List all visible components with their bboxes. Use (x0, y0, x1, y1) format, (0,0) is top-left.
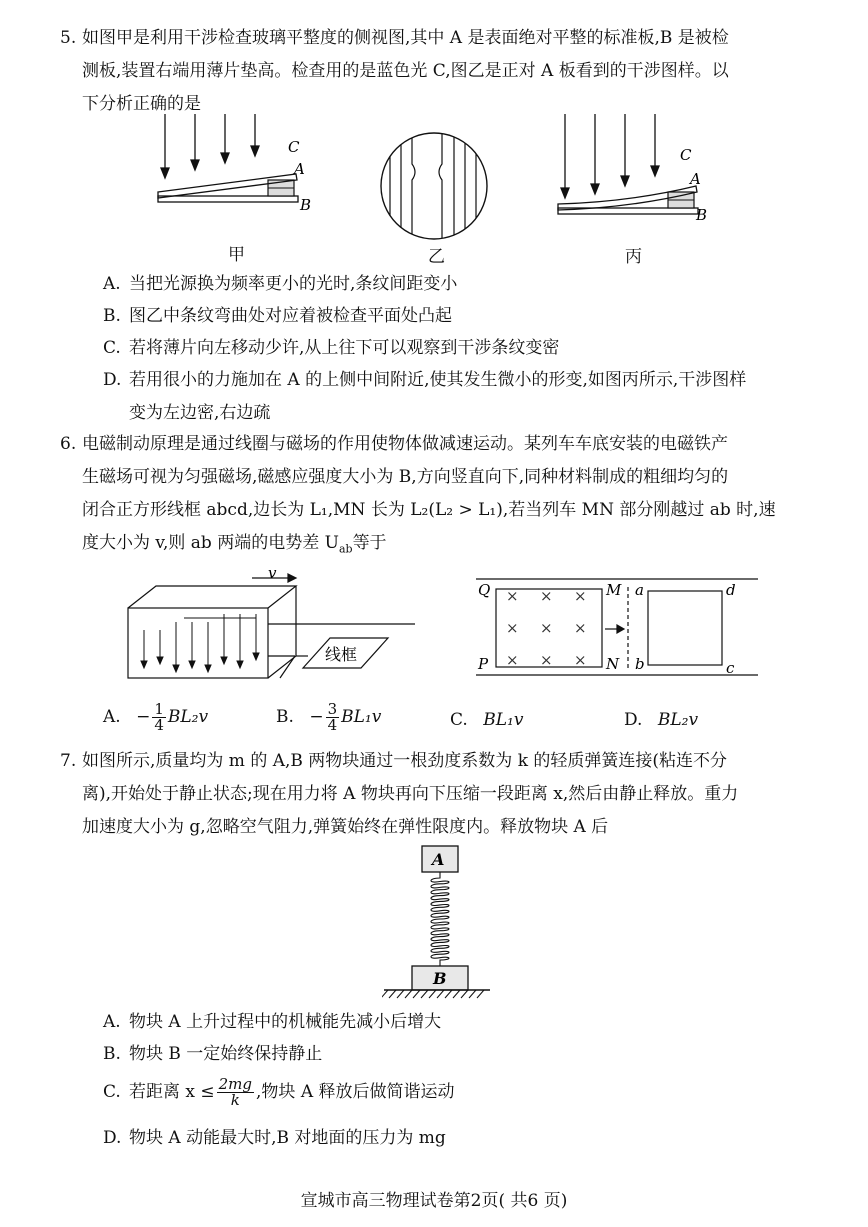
label-c: C (680, 146, 692, 164)
label-a: a (635, 581, 644, 599)
question-number: 7. (60, 751, 77, 771)
q7-option-b: B. 物块 B 一定始终保持静止 (103, 1044, 323, 1064)
label-n: N (606, 655, 620, 673)
figure-yi (376, 132, 492, 242)
question-7 (60, 745, 850, 844)
svg-text:×: × (506, 651, 519, 669)
label-d: d (726, 581, 736, 599)
q6-option-c: C. BL₁v (450, 710, 524, 730)
q7-option-d: D. 物块 A 动能最大时,B 对地面的压力为 mg (103, 1128, 446, 1148)
question-number: 5. (60, 28, 77, 48)
label-m: M (606, 581, 622, 599)
label-p: P (478, 655, 489, 673)
label-coil: 线框 (325, 645, 358, 664)
q6-option-b: B. − $\frac{3}{4}$ BL₁v (276, 700, 382, 734)
figure-train (120, 568, 420, 680)
figure-jia (150, 112, 320, 217)
label-c: c (726, 659, 735, 677)
figure-spring (382, 842, 492, 1002)
svg-text:×: × (574, 587, 587, 605)
figure-top-view (472, 575, 762, 679)
label-v: v (268, 568, 277, 582)
svg-text:×: × (574, 619, 587, 637)
q5-option-d: D. 若用很小的力施加在 A 的上侧中间附近,使其发生微小的形变,如图丙所示,干涉图样 变为左边密,右边疏 (103, 370, 747, 423)
svg-text:×: × (574, 651, 587, 669)
q7-option-c: C. 若距离 x ≤ $\frac{2mg}{k}$ ,物块 A 释放后做简谐运动 (103, 1075, 455, 1109)
label-q: Q (478, 581, 491, 599)
q5-option-a: A. 当把光源换为频率更小的光时,条纹间距变小 (103, 274, 458, 294)
svg-text:×: × (506, 587, 519, 605)
question-stem: 如图所示,质量均为 m 的 A,B 两物块通过一根劲度系数为 k 的轻质弹簧连接(粘连不分 离),开始处于静止状态;现在用力将 A 物块再向下压缩一段距离 x,然后由静止释放。重力 加速度大小为 g,忽略空气阻力,弹簧始终在弹性限度内。释放物块 A 后 (82, 751, 739, 837)
label-b: B (433, 969, 447, 988)
caption-jia: 甲 (228, 245, 245, 265)
label-b: B (696, 206, 708, 222)
label-b: B (300, 196, 312, 214)
svg-text:×: × (506, 619, 519, 637)
q6-option-a: A. − $\frac{1}{4}$ BL₂v (103, 700, 209, 734)
page-footer: 宣城市高三物理试卷第2页( 共6 页) (300, 1191, 568, 1211)
q5-option-b: B. 图乙中条纹弯曲处对应着被检查平面处凸起 (103, 306, 452, 326)
svg-text:×: × (540, 587, 553, 605)
label-a: A (294, 160, 305, 178)
question-stem: 电磁制动原理是通过线圈与磁场的作用使物体做减速运动。某列车车底安装的电磁铁产 生磁场可视为匀强磁场,磁感应强度大小为 B,方向竖直向下,同种材料制成的粗细均匀的 闭合正方形线框 abcd,边长为 L₁,MN 长为 L₂(L₂ > L₁),若当列车 MN 部分刚越过 ab 时,速 度大小为 v,则 ab 两端的电势差 $U_{ab}$等于 (82, 434, 776, 556)
label-a: A (432, 850, 445, 869)
q5-option-c: C. 若将薄片向左移动少许,从上往下可以观察到干涉条纹变密 (103, 338, 560, 358)
q7-option-a: A. 物块 A 上升过程中的机械能先减小后增大 (103, 1012, 442, 1032)
svg-text:×: × (540, 619, 553, 637)
question-stem: 如图甲是利用干涉检查玻璃平整度的侧视图,其中 A 是表面绝对平整的标准板,B 是被检 测板,装置右端用薄片垫高。检查用的是蓝色光 C,图乙是正对 A 板看到的干涉图样。以 下分析正确的是 (82, 28, 729, 114)
q6-option-d: D. BL₂v (624, 710, 699, 730)
question-number: 6. (60, 434, 77, 454)
figure-bing (550, 112, 715, 222)
question-5 (60, 22, 850, 121)
label-b: b (635, 655, 645, 673)
caption-yi: 乙 (428, 247, 445, 267)
question-6 (60, 428, 850, 565)
label-c: C (288, 138, 300, 156)
label-a: A (690, 170, 701, 188)
caption-bing: 丙 (625, 247, 642, 267)
svg-text:×: × (540, 651, 553, 669)
